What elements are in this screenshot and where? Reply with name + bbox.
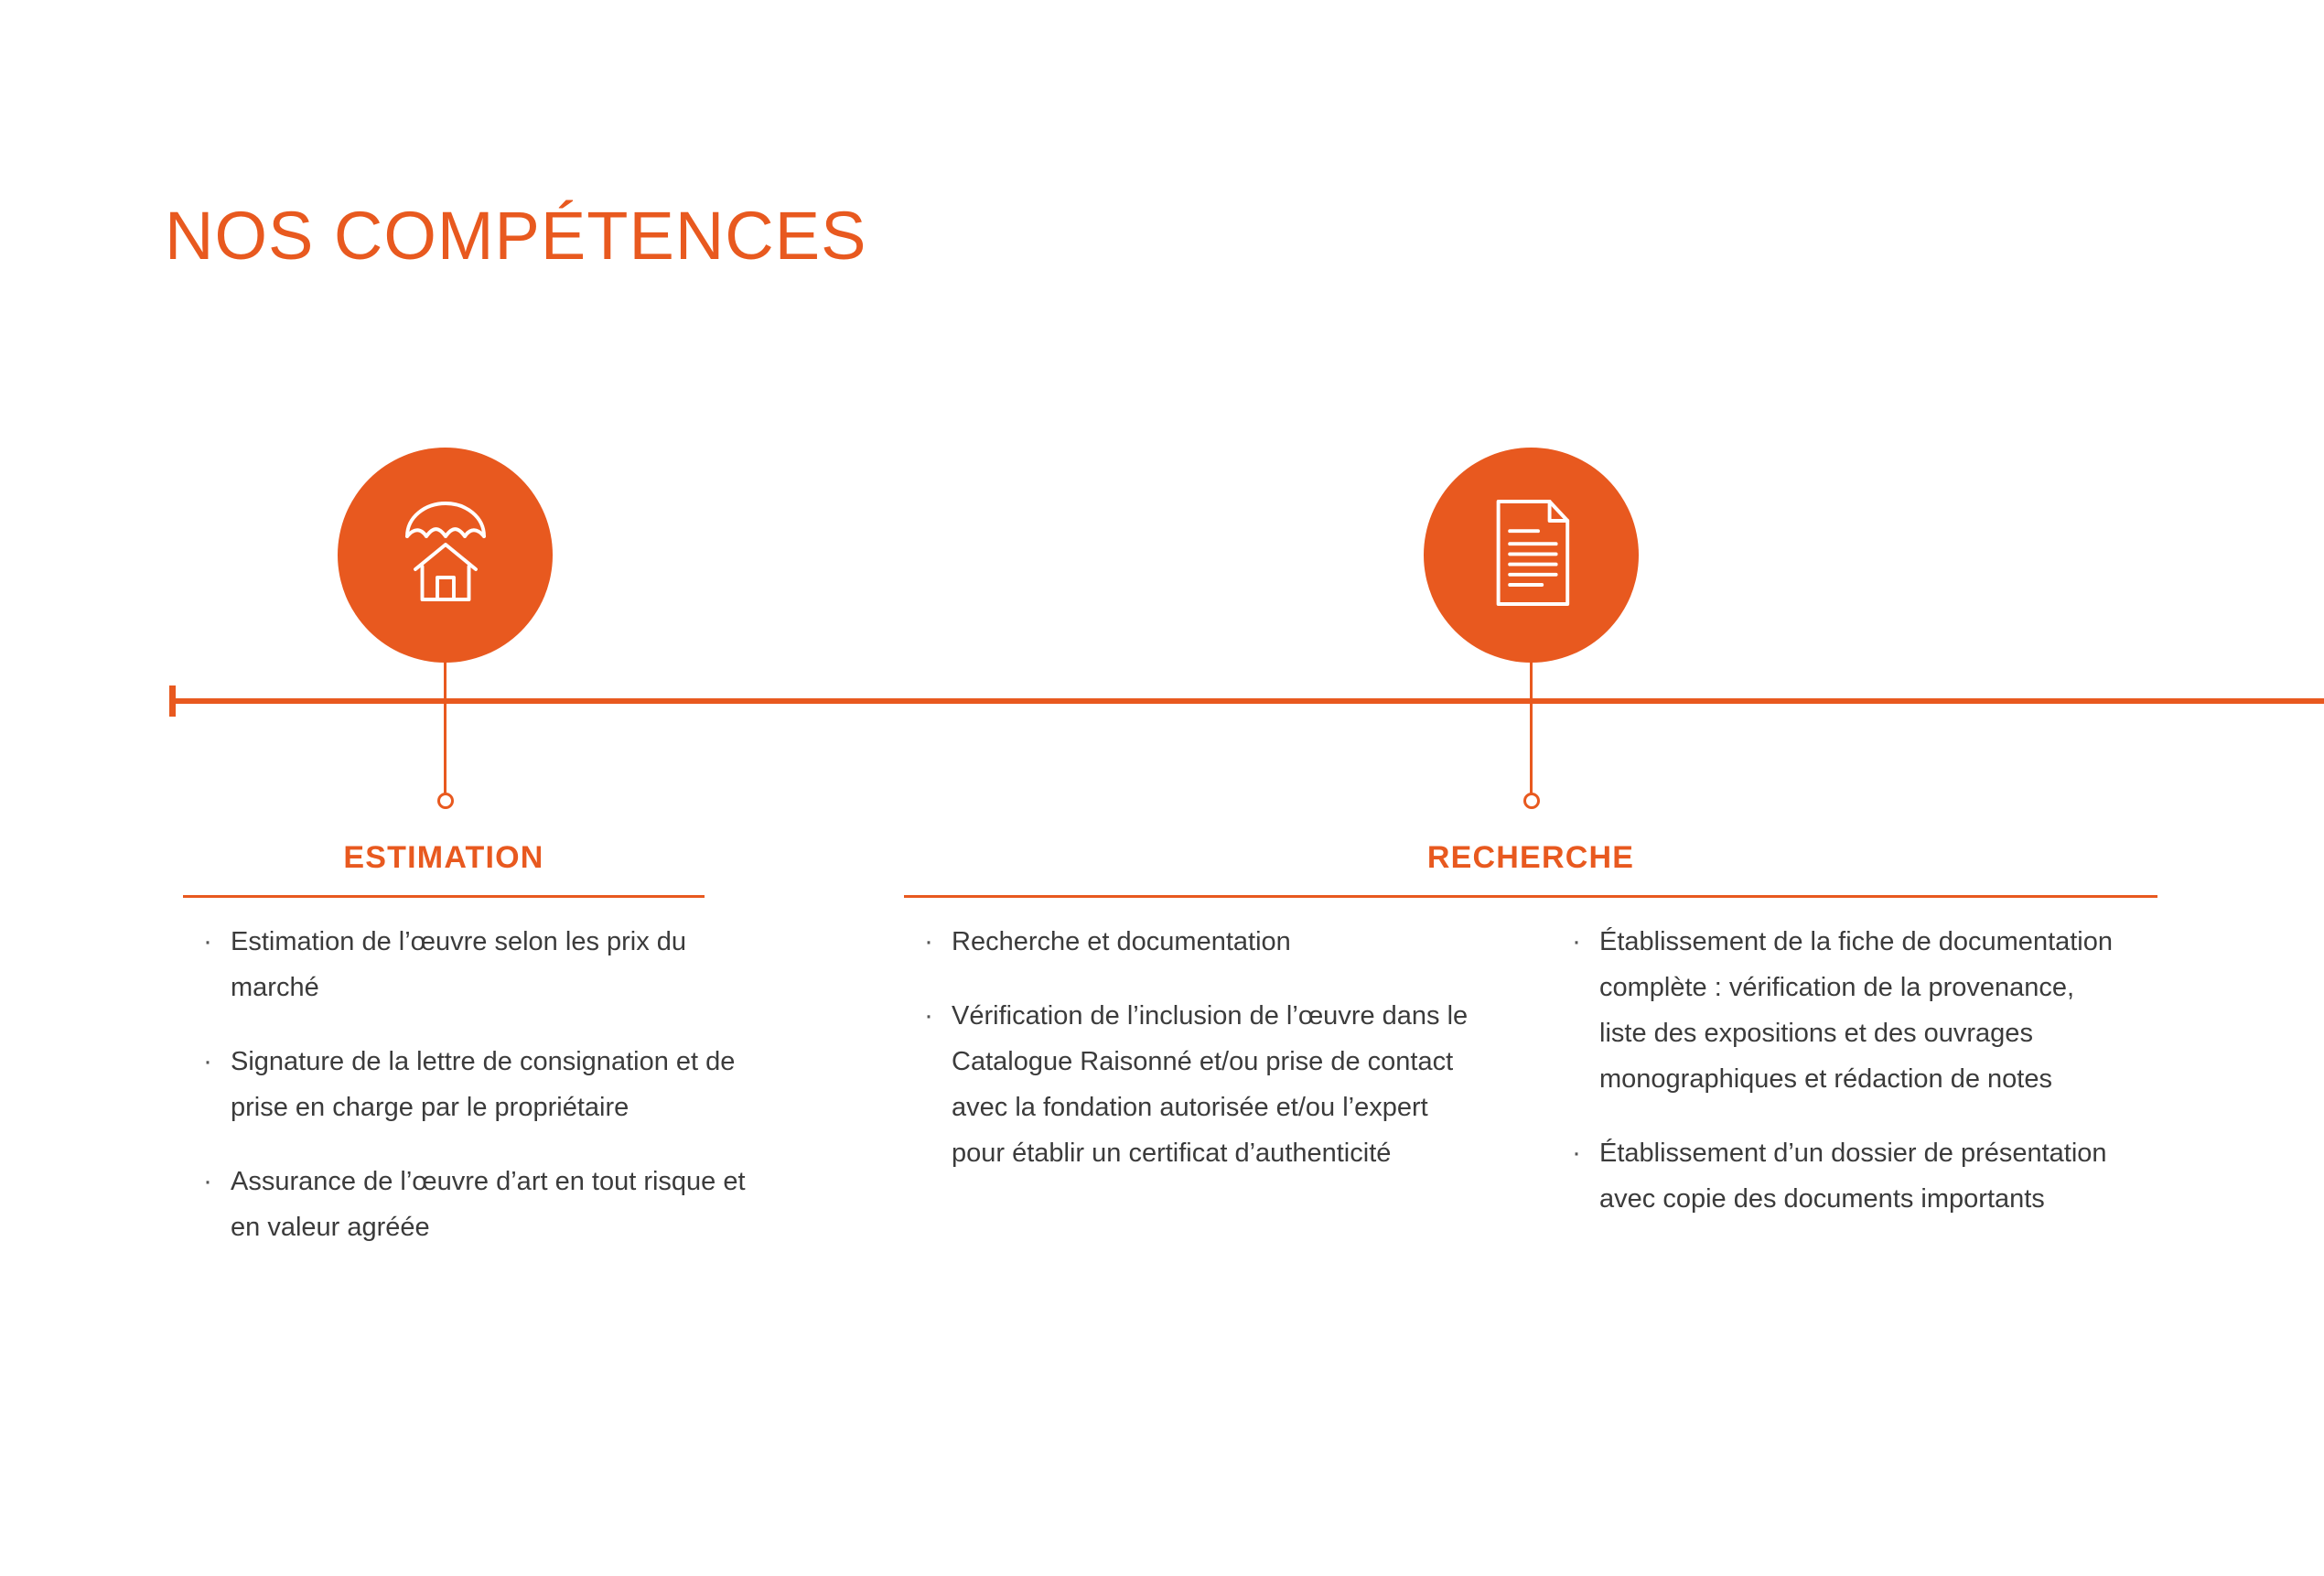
bullet-marker: · bbox=[203, 926, 212, 956]
estimation-connector-line bbox=[444, 641, 447, 798]
list-item bbox=[203, 1159, 752, 1250]
section-title-recherche: RECHERCHE bbox=[1426, 840, 1635, 875]
bullet-marker: · bbox=[924, 926, 933, 956]
list-item-text: Recherche et documentation bbox=[952, 927, 1291, 956]
list-item bbox=[203, 1039, 752, 1130]
recherche-connector-dot bbox=[1523, 793, 1540, 809]
section-rule-estimation bbox=[183, 895, 705, 898]
bullet-column-estimation bbox=[203, 919, 752, 1279]
list-item bbox=[924, 919, 1473, 965]
section-title-estimation: ESTIMATION bbox=[343, 840, 544, 875]
list-item bbox=[203, 919, 752, 1010]
bullet-marker: · bbox=[203, 1166, 212, 1196]
timeline-axis bbox=[169, 698, 2324, 704]
page-title: NOS COMPÉTENCES bbox=[165, 198, 867, 274]
list-item-text: Établissement d’un dossier de présentation avec copie des documents importants bbox=[1599, 1139, 2107, 1214]
section-heading-recherche bbox=[904, 840, 2157, 898]
bullet-marker: · bbox=[1572, 926, 1581, 956]
umbrella-house-icon bbox=[377, 484, 514, 626]
bullet-marker: · bbox=[924, 1000, 933, 1031]
bullet-marker: · bbox=[1572, 1138, 1581, 1168]
bullet-marker: · bbox=[203, 1046, 212, 1076]
section-rule-recherche bbox=[904, 895, 2157, 898]
list-item-text: Vérification de l’inclusion de l’œuvre dans le Catalogue Raisonné et/ou prise de contact avec la fondation autorisée et/ou l’expert pour établir un certificat d’authenticité bbox=[952, 1001, 1469, 1168]
section-heading-estimation bbox=[183, 840, 705, 898]
list-item-text: Assurance de l’œuvre d’art en tout risque et en valeur agréée bbox=[231, 1167, 746, 1242]
list-item bbox=[924, 993, 1473, 1176]
list-item-text: Établissement de la fiche de documentation complète : vérification de la provenance, liste des expositions et des ouvrages monographiques et rédaction de notes bbox=[1599, 927, 2114, 1094]
list-item bbox=[1572, 1130, 2121, 1222]
list-item-text: Signature de la lettre de consignation et de prise en charge par le propriétaire bbox=[231, 1047, 736, 1122]
bullet-column-recherche-1 bbox=[924, 919, 1473, 1204]
recherche-icon-badge[interactable] bbox=[1424, 448, 1639, 663]
estimation-connector-dot bbox=[437, 793, 454, 809]
document-icon bbox=[1468, 489, 1596, 621]
list-item bbox=[1572, 919, 2121, 1102]
recherche-connector-line bbox=[1530, 641, 1533, 798]
bullet-column-recherche-2 bbox=[1572, 919, 2121, 1250]
estimation-icon-badge[interactable] bbox=[338, 448, 553, 663]
list-item-text: Estimation de l’œuvre selon les prix du marché bbox=[231, 927, 687, 1002]
